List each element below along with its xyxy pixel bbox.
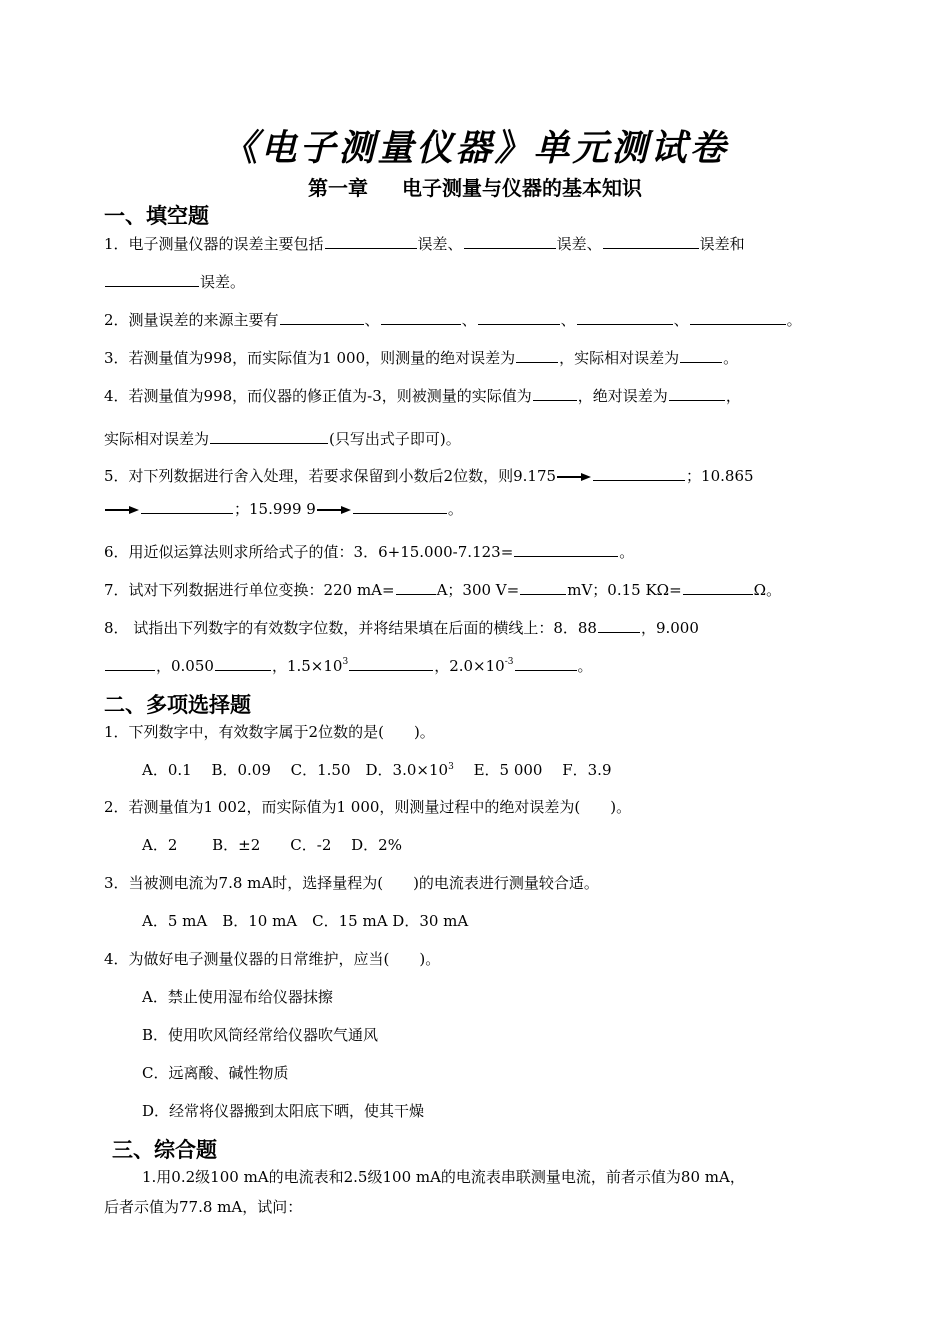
q7-text: mV；0.15 KΩ=: [567, 581, 682, 599]
page-title: 《电子测量仪器》单元测试卷: [221, 127, 729, 169]
q6-text: 6．用近似运算法则求所给式子的值：3．6+15.000-7.123=: [104, 543, 514, 561]
blank[interactable]: [478, 309, 560, 325]
mc-q4-option-b: B．使用吹风筒经常给仪器吹气通风: [142, 1026, 379, 1044]
q3-text: ，实际相对误差为: [559, 349, 680, 367]
section-comprehensive: 三、综合题: [112, 1138, 217, 1162]
blank[interactable]: [141, 498, 233, 514]
mc-q4: 4．为做好电子测量仪器的日常维护，应当( )。: [104, 950, 441, 968]
q4-text: ，: [725, 387, 741, 405]
q2-text: 2．测量误差的来源主要有: [104, 311, 279, 329]
blank[interactable]: [516, 347, 558, 363]
q1-text: 误差和: [699, 235, 745, 253]
q3-text: 3．若测量值为998，而实际值为1 000，则测量的绝对误差为: [104, 349, 516, 367]
q7-text: Ω。: [753, 581, 782, 599]
mc-q2: 2．若测量值为1 002，而实际值为1 000，则测量过程中的绝对误差为( )。: [104, 798, 632, 816]
blank[interactable]: [396, 579, 436, 595]
q8-text: ，9.000: [640, 619, 699, 637]
blank[interactable]: [603, 233, 699, 249]
options-text: E．5 000 F．3.9: [453, 761, 612, 779]
blank[interactable]: [353, 498, 447, 514]
q5-text: ；15.999 9: [234, 500, 316, 518]
q1-text: 误差、: [417, 235, 463, 253]
blank[interactable]: [514, 541, 618, 557]
mc-q4-option-c: C．远离酸、碱性物质: [142, 1064, 289, 1082]
section-multiple-choice: 二、多项选择题: [104, 693, 251, 717]
mc-q2-options: A．2 B．±2 C．-2 D．2%: [142, 836, 402, 854]
fill-q5-line1: [104, 465, 754, 486]
blank[interactable]: [593, 465, 685, 481]
arrow-right-icon: [557, 472, 591, 482]
mc-q1-options: [142, 760, 612, 780]
blank[interactable]: [215, 655, 271, 671]
blank[interactable]: [683, 579, 753, 595]
arrow-right-icon: [317, 505, 351, 515]
mc-q1: 1．下列数字中，有效数字属于2位数的是( )。: [104, 723, 435, 741]
separator: 。: [786, 311, 802, 329]
fill-q4-line2: [104, 428, 461, 449]
mc-q3-options: A．5 mA B．10 mA C．15 mA D．30 mA: [142, 912, 469, 930]
fill-q3: [104, 347, 738, 368]
q6-text: 。: [619, 543, 635, 561]
q5-text: 5．对下列数据进行舍入处理，若要求保留到小数后2位数，则9.175: [104, 467, 557, 485]
fill-q1-line1: [104, 233, 745, 254]
blank[interactable]: [680, 347, 722, 363]
blank[interactable]: [515, 655, 577, 671]
mc-q4-option-d: D．经常将仪器搬到太阳底下晒，使其干燥: [142, 1102, 425, 1120]
blank[interactable]: [577, 309, 673, 325]
blank[interactable]: [325, 233, 417, 249]
blank[interactable]: [690, 309, 786, 325]
blank[interactable]: [349, 655, 433, 671]
separator: 、: [364, 311, 380, 329]
mc-q4-option-a: A．禁止使用湿布给仪器抹擦: [142, 988, 333, 1006]
blank[interactable]: [533, 385, 577, 401]
q8-text: 。: [577, 657, 593, 675]
blank[interactable]: [598, 617, 640, 633]
q3-text: 。: [723, 349, 739, 367]
fill-q2: [104, 309, 802, 330]
blank[interactable]: [105, 271, 199, 287]
q8-text: ，0.050: [156, 657, 214, 675]
fill-q4-line1: [104, 385, 741, 406]
q1-text: 1．电子测量仪器的误差主要包括: [104, 235, 324, 253]
fill-q8-line1: [104, 617, 699, 638]
q1-text: 误差。: [200, 273, 246, 291]
fill-q5-line2: [104, 498, 463, 519]
q8-text: 8． 试指出下列数字的有效数字位数，并将结果填在后面的横线上：8．88: [104, 619, 597, 637]
fill-q1-line2: [104, 271, 245, 292]
q5-text: 。: [447, 500, 463, 518]
separator: 、: [560, 311, 576, 329]
blank[interactable]: [669, 385, 725, 401]
comp-q1-line1: 1.用0.2级100 mA的电流表和2.5级100 mA的电流表串联测量电流，前者示值为80 mA，: [142, 1168, 745, 1186]
exponent: -3: [504, 657, 514, 667]
comp-q1-line2: 后者示值为77.8 mA，试问：: [104, 1198, 303, 1216]
chapter-name: 电子测量与仪器的基本知识: [402, 176, 642, 200]
fill-q7: [104, 579, 781, 600]
blank[interactable]: [464, 233, 556, 249]
q8-text: ，1.5×10: [271, 657, 343, 675]
fill-q8-line2: [104, 655, 593, 676]
chapter-number: 第一章: [308, 176, 368, 200]
q8-text: ，2.0×10: [434, 657, 505, 675]
separator: 、: [673, 311, 689, 329]
fill-q6: [104, 541, 634, 562]
section-fill-in: 一、填空题: [104, 204, 209, 228]
q7-text: 7．试对下列数据进行单位变换：220 mA=: [104, 581, 395, 599]
mc-q3: 3．当被测电流为7.8 mA时，选择量程为( )的电流表进行测量较合适。: [104, 874, 599, 892]
q4-text: 实际相对误差为: [104, 430, 210, 448]
arrow-right-icon: [105, 505, 139, 515]
q5-text: ；10.865: [686, 467, 754, 485]
chapter-heading: [0, 172, 950, 201]
q1-text: 误差、: [556, 235, 602, 253]
blank[interactable]: [105, 655, 155, 671]
blank[interactable]: [210, 428, 328, 444]
exponent: 3: [448, 762, 454, 772]
exponent: 3: [342, 657, 349, 667]
separator: 、: [461, 311, 477, 329]
blank[interactable]: [520, 579, 566, 595]
q4-text: 4．若测量值为998，而仪器的修正值为-3，则被测量的实际值为: [104, 387, 532, 405]
options-text: A．0.1 B．0.09 C．1.50 D．3.0×10: [142, 761, 449, 779]
blank[interactable]: [280, 309, 364, 325]
q7-text: A；300 V=: [436, 581, 520, 599]
blank[interactable]: [381, 309, 461, 325]
q4-text: (只写出式子即可)。: [329, 430, 461, 448]
q4-text: ，绝对误差为: [577, 387, 668, 405]
